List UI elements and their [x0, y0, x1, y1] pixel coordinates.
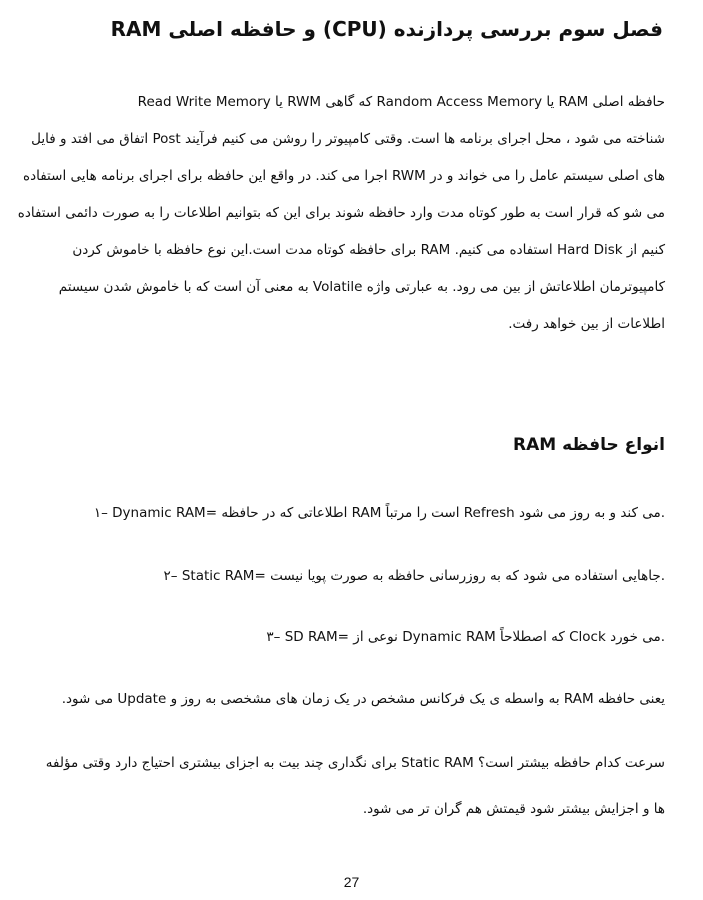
speed-question-line: سرعت کدام حافظه بیشتر است؟ Static RAM برای نگداری چند بیت به اجزای بیشتری احتیاج دارد وقتی مؤلفه [45, 755, 665, 771]
paragraph-line: اطلاعات از بین خواهد رفت. [508, 316, 665, 332]
list-item-static-ram: ۲– Static RAM= جاهایی استفاده می شود که به روزرسانی حافظه به صورت پویا نیست. [163, 568, 665, 584]
list-item-sd-ram: ۳– SD RAM= نوعی از Dynamic RAM که اصطلاحاً Clock می خورد. [266, 629, 665, 645]
paragraph-line: کامپیوترمان اطلاعاتش از بین می رود. به عبارتی واژه Volatile به معنی آن است که با خاموش شدن سیستم [58, 279, 665, 295]
speed-answer-line: ها و اجزایش بیشتر شود قیمتش هم گران تر می شود. [362, 801, 665, 817]
page-number: 27 [343, 874, 360, 890]
paragraph-line: حافظه اصلی RAM یا Random Access Memory که گاهی RWM یا Read Write Memory [137, 94, 665, 110]
intro-paragraph [17, 84, 665, 343]
chapter-title: فصل سوم بررسی پردازنده (CPU) و حافظه اصلی RAM [110, 17, 663, 41]
paragraph-line: شناخته می شود ، محل اجرای برنامه ها است. وقتی کامپیوتر را روشن می کنیم فرآیند Post اتفاق می افتد و فایل [31, 131, 665, 147]
paragraph-line: کنیم از Hard Disk استفاده می کنیم. RAM برای حافظه کوتاه مدت است.این نوع حافظه با خاموش کردن [72, 242, 665, 258]
section-heading: انواع حافظه RAM [513, 435, 665, 455]
paragraph-line: های اصلی سیستم عامل را می خواند و در RWM اجرا می کند. در واقع این حافظه برای اجرای برنامه هایی استفاده [23, 168, 665, 184]
sd-ram-explanation: یعنی حافظه RAM به واسطه ی یک فرکانس مشخص در یک زمان های مشخصی به روز و Update می شود. [61, 691, 665, 707]
paragraph-line: می شو که قرار است به طور کوتاه مدت وارد حافظه شوند برای این که بتوانیم اطلاعات را به صورت دائمی استفاده [17, 205, 665, 221]
list-item-dynamic-ram: ۱– Dynamic RAM= اطلاعاتی که در حافظه RAM است را مرتباً Refresh می کند و به روز می شود. [93, 505, 665, 521]
